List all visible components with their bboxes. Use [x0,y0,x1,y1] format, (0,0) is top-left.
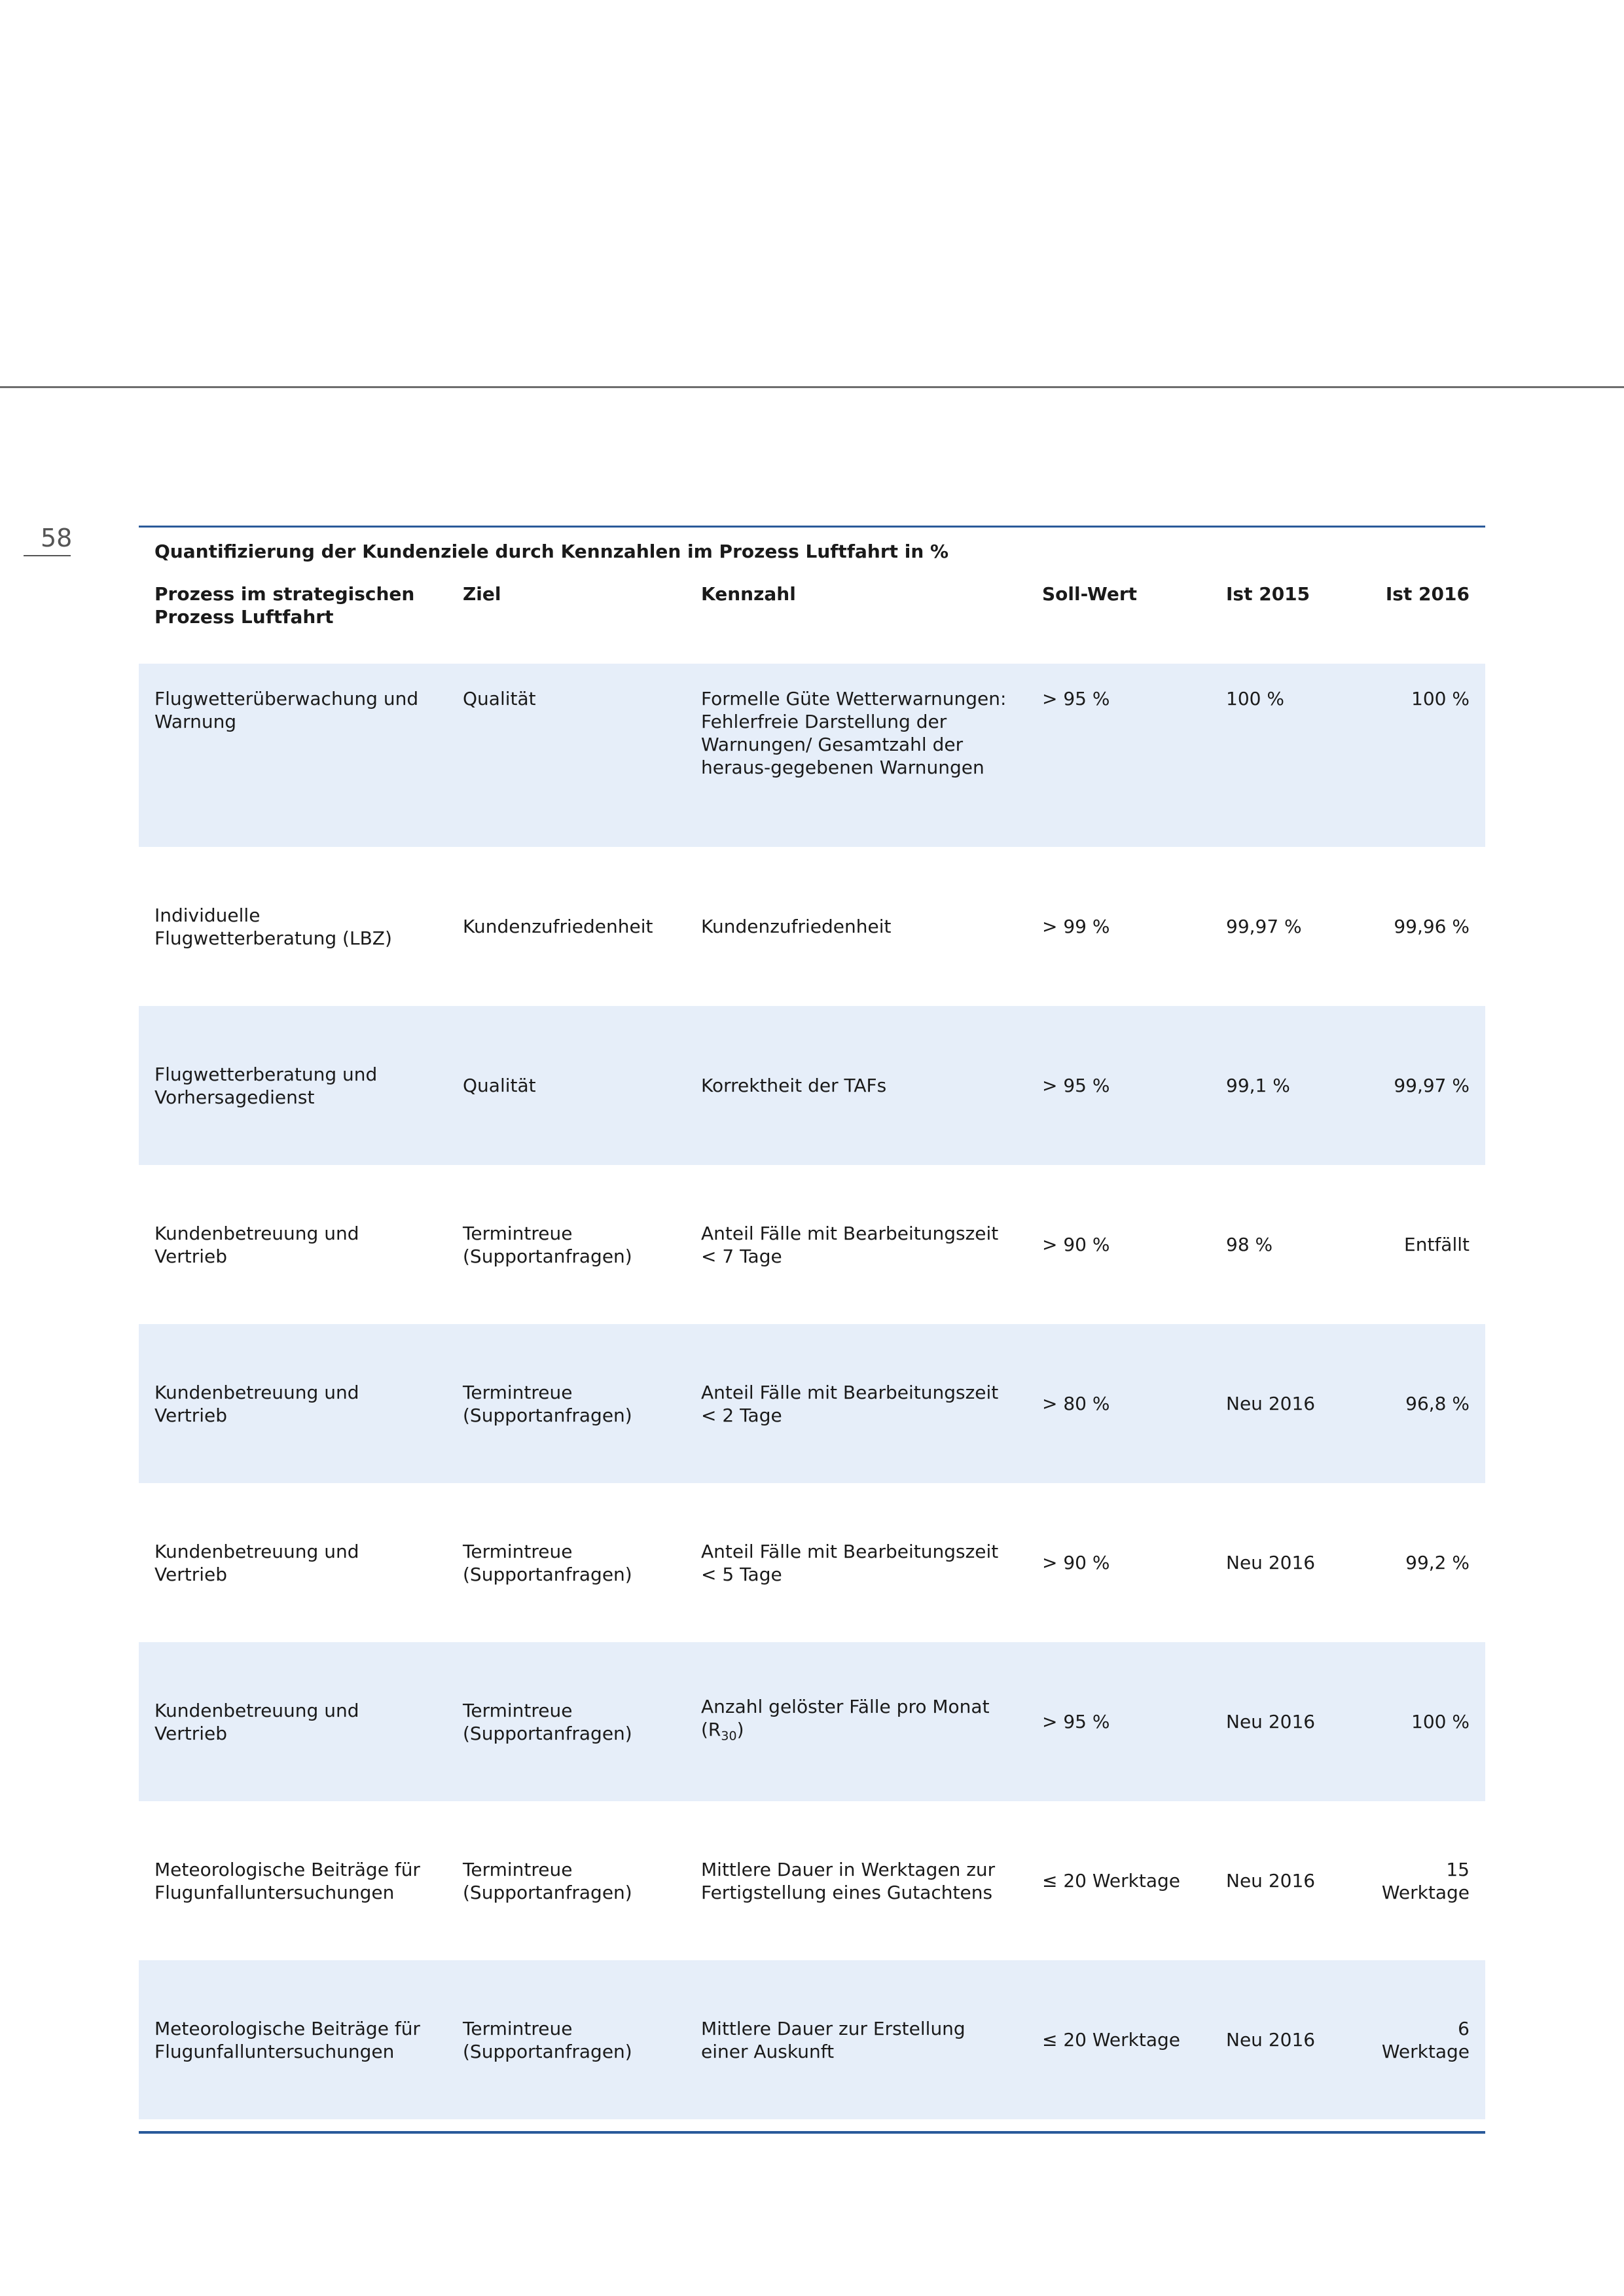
cell-kennzahl: Mittlere Dauer in Werktagen zur Fertigstellung eines Gutachtens [701,1858,996,1903]
cell-prozess: Individuelle Flugwetterberatung (LBZ) [154,904,392,949]
cell-kennzahl: Anteil Fälle mit Bearbeitungszeit < 7 Tage [701,1222,999,1267]
header-ist-2015: Ist 2015 [1226,583,1310,605]
cell-prozess: Kundenbetreuung und Vertrieb [154,1540,359,1585]
cell-ist-2015: 98 % [1226,1234,1273,1255]
cell-ist-2015: 100 % [1226,688,1284,709]
cell-prozess: Flugwetterberatung und Vorhersagedienst [154,1063,378,1108]
cell-kennzahl: Formelle Güte Wetterwarnungen: Fehlerfreie Darstellung der Warnungen/ Gesamtzahl der heraus-gegebenen Warnungen [701,688,1007,778]
header-kennzahl: Kennzahl [701,583,796,605]
cell-soll-wert: > 95 % [1042,1075,1110,1096]
cell-ziel: Kundenzufriedenheit [463,916,653,937]
table-row [139,847,1485,1006]
table-row [139,1483,1485,1642]
cell-ziel: Qualität [463,1075,536,1096]
cell-kennzahl: Korrektheit der TAFs [701,1075,887,1096]
cell-kennzahl: Anteil Fälle mit Bearbeitungszeit < 5 Tage [701,1540,999,1585]
header-prozess: Prozess im strategischen Prozess Luftfahrt [154,583,415,628]
table-row [139,1324,1485,1483]
cell-ist-2015: Neu 2016 [1226,2029,1316,2051]
table-row [139,1165,1485,1324]
cell-soll-wert: ≤ 20 Werktage [1042,1870,1181,1892]
cell-ist-2015: Neu 2016 [1226,1870,1316,1892]
cell-ziel: Qualität [463,688,536,709]
table-header-row [139,575,1485,664]
header-ist-2016: Ist 2016 [1385,583,1470,605]
cell-prozess: Kundenbetreuung und Vertrieb [154,1381,359,1426]
cell-kennzahl: Anteil Fälle mit Bearbeitungszeit < 2 Tage [701,1381,999,1426]
table-row [139,1801,1485,1960]
cell-ist-2016: 99,2 % [1405,1552,1470,1573]
cell-kennzahl [685,1642,1026,1801]
kpi-table-section [139,526,1485,2134]
cell-ist-2015: Neu 2016 [1226,1552,1316,1573]
cell-ist-2016: Entfällt [1404,1234,1470,1255]
page-number-underline [24,555,71,556]
cell-soll-wert: > 95 % [1042,1711,1110,1732]
cell-ist-2016: 100 % [1411,688,1470,709]
cell-soll-wert: > 95 % [1042,688,1110,709]
cell-prozess: Kundenbetreuung und Vertrieb [154,1222,359,1267]
cell-ziel: Termintreue (Supportanfragen) [463,1381,632,1426]
cell-ist-2015: 99,97 % [1226,916,1302,937]
cell-ist-2016: 100 % [1411,1711,1470,1732]
cell-ist-2016: 96,8 % [1405,1393,1470,1414]
table-row [139,1642,1485,1801]
cell-ziel: Termintreue (Supportanfragen) [463,1858,632,1903]
page-number: 58 [41,524,73,552]
cell-ziel: Termintreue (Supportanfragen) [463,2017,632,2062]
table-row [139,1006,1485,1165]
cell-kennzahl: Mittlere Dauer zur Erstellung einer Auskunft [701,2017,965,2062]
header-soll-wert: Soll-Wert [1042,583,1138,605]
table-row [139,664,1485,847]
cell-prozess: Meteorologische Beiträge für Flugunfalluntersuchungen [154,2017,420,2062]
cell-ist-2015: Neu 2016 [1226,1711,1316,1732]
cell-soll-wert: > 90 % [1042,1552,1110,1573]
kennzahl-close-paren: ) [736,1719,744,1741]
table-caption: Quantifizierung der Kundenziele durch Kennzahlen im Prozess Luftfahrt in % [154,541,949,562]
kennzahl-text: Anzahl gelöster Fälle pro Monat (R [701,1696,990,1741]
cell-ist-2016: 6 Werktage [1381,2017,1470,2062]
cell-ist-2015: 99,1 % [1226,1075,1290,1096]
cell-ziel: Termintreue (Supportanfragen) [463,1699,632,1744]
cell-ziel: Termintreue (Supportanfragen) [463,1222,632,1267]
cell-soll-wert: ≤ 20 Werktage [1042,2029,1181,2051]
cell-soll-wert: > 80 % [1042,1393,1110,1414]
kennzahl-subscript: 30 [721,1729,737,1744]
cell-ist-2015: Neu 2016 [1226,1393,1316,1414]
cell-ist-2016: 99,96 % [1394,916,1470,937]
cell-prozess: Kundenbetreuung und Vertrieb [154,1699,359,1744]
cell-ist-2016: 99,97 % [1394,1075,1470,1096]
cell-ist-2016: 15 Werktage [1381,1858,1470,1903]
header-ziel: Ziel [463,583,501,605]
table-bottom-rule [139,2131,1485,2134]
cell-prozess: Flugwetterüberwachung und Warnung [154,688,419,732]
cell-soll-wert: > 90 % [1042,1234,1110,1255]
kpi-table [139,575,1485,2119]
top-divider [0,386,1624,388]
cell-ziel: Termintreue (Supportanfragen) [463,1540,632,1585]
cell-soll-wert: > 99 % [1042,916,1110,937]
cell-prozess: Meteorologische Beiträge für Flugunfalluntersuchungen [154,1858,420,1903]
table-row [139,1960,1485,2119]
cell-kennzahl: Kundenzufriedenheit [701,916,892,937]
